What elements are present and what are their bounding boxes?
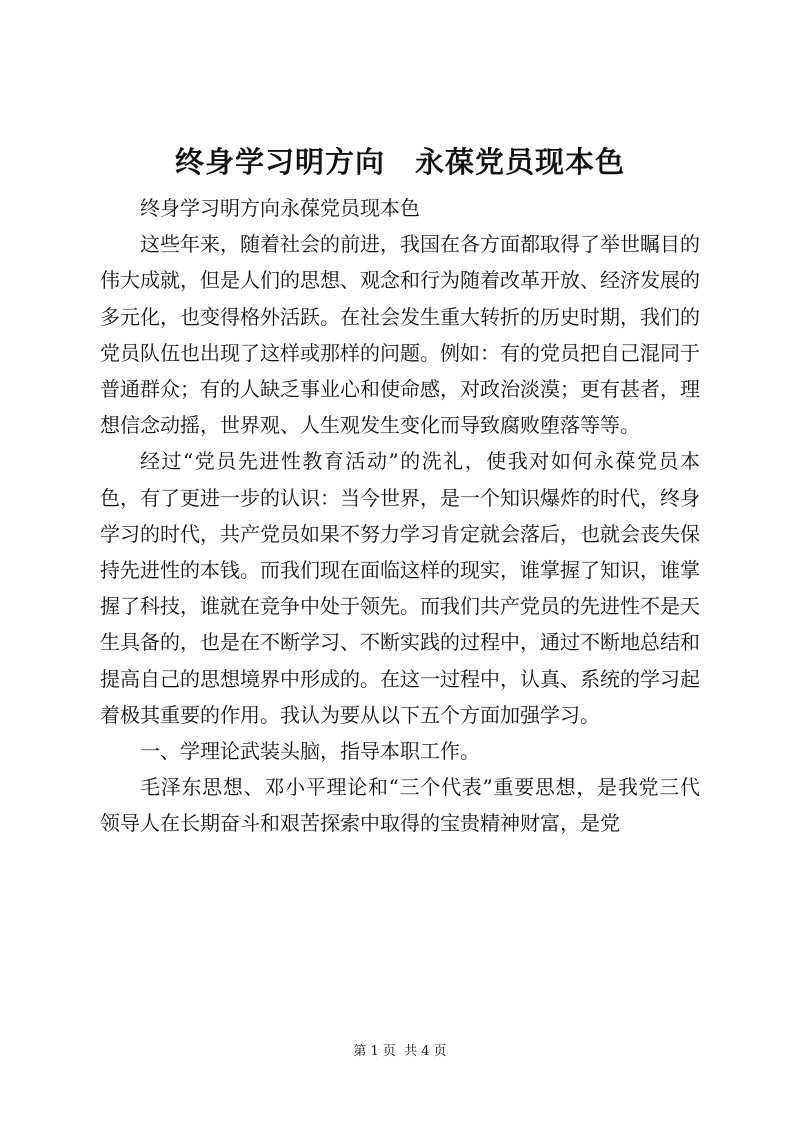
document-title: 终身学习明方向 永葆党员现本色	[174, 145, 625, 179]
body-paragraph: 毛泽东思想、邓小平理论和“三个代表”重要思想，是我党三代领导人在长期奋斗和艰苦探索中取得的宝贵精神财富，是党	[100, 775, 700, 836]
document-body	[100, 190, 700, 842]
section-heading: 一、学理论武装头脑，指导本职工作。	[140, 739, 480, 764]
page-footer: 第 1 页 共 4 页	[353, 1044, 447, 1059]
body-paragraph: 经过“党员先进性教育活动”的洗礼，使我对如何永葆党员本色，有了更进一步的认识：当今世界，是一个知识爆炸的时代，终身学习的时代，共产党员如果不努力学习肯定就会落后，也就会丧失保持先进性的本钱。而我们现在面临这样的现实，谁掌握了知识，谁掌握了科技，谁就在竞争中处于领先。而我们共产党员的先进性不是天生具备的，也是在不断学习、不断实践的过程中，通过不断地总结和提高自己的思想境界中形成的。在这一过程中，认真、系统的学习起着极其重要的作用。我认为要从以下五个方面加强学习。	[100, 449, 700, 727]
subtitle-paragraph: 终身学习明方向永葆党员现本色	[140, 196, 420, 220]
body-paragraph: 这些年来，随着社会的前进，我国在各方面都取得了举世瞩目的伟大成就，但是人们的思想、观念和行为随着改革开放、经济发展的多元化，也变得格外活跃。在社会发生重大转折的历史时期，我们的党员队伍也出现了这样或那样的问题。例如：有的党员把自己混同于普通群众；有的人缺乏事业心和使命感，对政治淡漠；更有甚者，理想信念动摇，世界观、人生观发生变化而导致腐败堕落等等。	[100, 232, 700, 438]
